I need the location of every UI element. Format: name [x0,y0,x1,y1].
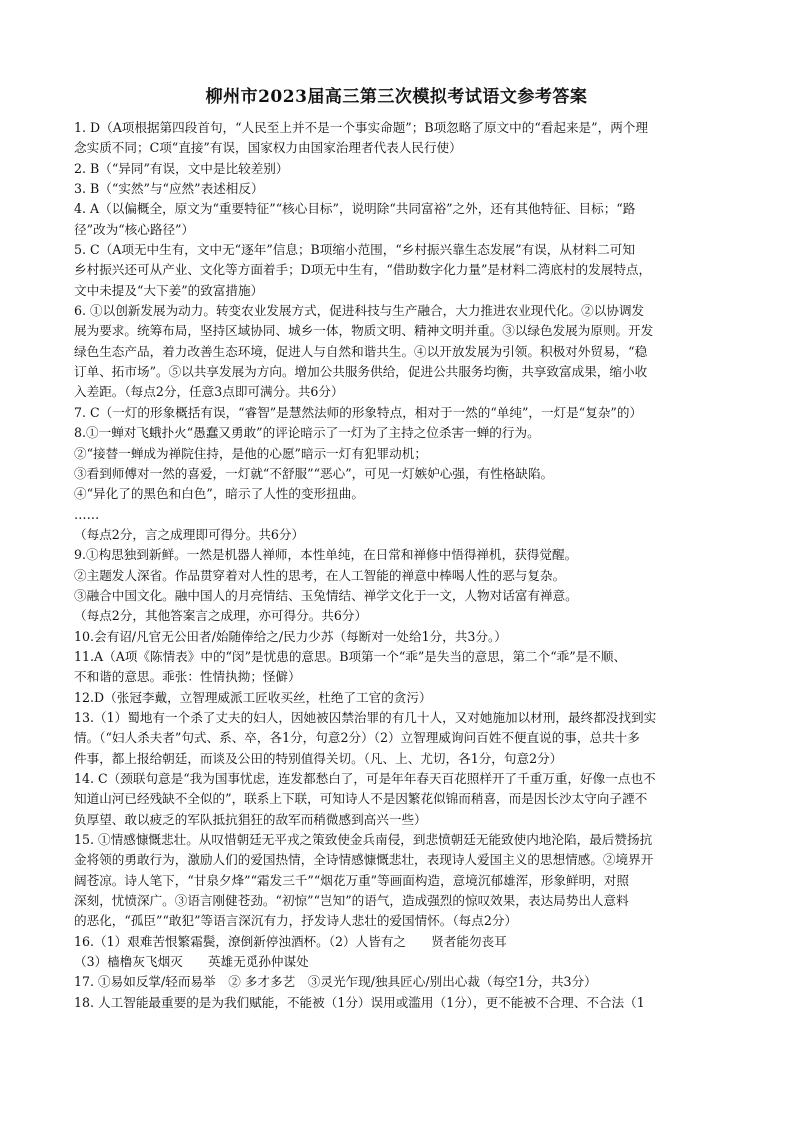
text-line: ②主题发人深省。作品贯穿着对人性的思考，在人工智能的禅意中棒喝人性的恶与复杂。 [74,567,566,583]
text-line: 17. ①易如反掌/轻而易举 ② 多才多艺 ③灵光乍现/独具匠心/别出心裁（每空1分，共3分） [74,974,597,990]
text-line: 15. ①情感慷慨悲壮。从叹惜朝廷无平戎之策致使金兵南侵，到悲愤朝廷无能致使内地沦陷，最后赞扬抗 [74,832,653,848]
text-line: ④“异化了的黑色和白色”，暗示了人性的变形扭曲。 [74,486,364,502]
text-line: 8.①一蝉对飞蛾扑火“愚蠢又勇敢”的评论暗示了一灯为了主持之位杀害一蝉的行为。 [74,425,540,441]
text-line: 金将领的勇敢行为，激励人们的爱国热情，全诗情感慷慨悲壮，表现诗人爱国主义的思想情感。②境界开 [74,852,654,868]
text-line: 16.（1）艰难苦恨繁霜鬓，潦倒新停浊酒杯。（2）人皆有之 贤者能勿丧耳 [74,933,507,949]
text-line: ③看到师傅对一然的喜爱，一灯就“不舒服”“恶心”，可见一灯嫉妒心强，有性格缺陷。 [74,465,554,481]
text-line: 订单、拓市场”。⑤以共享发展为方向。增加公共服务供给，促进公共服务均衡，共享致富成果，缩小收 [74,364,648,380]
text-line: （3）樯橹灰飞烟灭 英雄无觅孙仲谋处 [74,954,309,970]
text-line: 文中未提及“大下姜”的致富措施） [74,282,264,298]
text-line: 阔苍凉。诗人笔下，“甘泉夕烽”“霜发三千”“烟花万重”等画面构造，意境沉郁雄浑，形象鲜明，对照 [74,872,629,888]
text-line: ②“接替一蝉成为禅院住持，是他的心愿”暗示一灯有犯罪动机； [74,445,427,461]
text-line: 12.D（张冠李戴，立智理威派工匠收买丝，杜绝了工官的贪污） [74,689,432,705]
text-line: 负厚望、敢以疲乏的军队抵抗猖狂的敌军而稍微感到高兴一些） [74,811,427,827]
text-line: 的恶化，“孤臣”“敢犯”等语言深沉有力，抒发诗人悲壮的爱国情怀。（每点2分） [74,913,518,929]
text-line: 3. B（“实然”与“应然”表述相反） [74,181,264,197]
text-line: 11.A（A项《陈情表》中的“闵”是忧患的意思。B项第一个“乖”是失当的意思，第二个“乖”是不顺、 [74,648,627,664]
text-line: 深刻，忧愤深广。③语言刚健苍劲。“初惊”“岂知”的语气，造成强烈的惊叹效果，表达局势出人意料 [74,893,629,909]
text-line: 件事，都上报给朝廷，而谈及公田的特别值得关切。（凡、上、尤切，各1分，句意2分） [74,750,563,766]
text-line: 展为要求。统筹布局，坚持区域协同、城乡一体，物质文明、精神文明并重。③以绿色发展为原则。开发 [74,323,654,339]
text-line: 不和谐的意思。乖张：性情执拗；怪僻） [74,669,301,685]
text-line: ③融合中国文化。融中国人的月亮情结、玉兔情结、禅学文化于一文，人物对话富有禅意。 [74,587,578,603]
text-line: 知道山河已经残缺不全似的”，联系上下联，可知诗人不是因繁花似锦而稍喜，而是因长沙太守向子諲不 [74,791,648,807]
text-line: 10.会有诏/凡官无公田者/始随俸给之/民力少苏（每断对一处给1分，共3分。） [74,628,507,644]
text-line: 径”改为“核心路径”） [74,221,195,237]
text-line: 乡村振兴还可从产业、文化等方面着手；D项无中生有，“借助数字化力量”是材料二湾底村的发展特点， [74,262,652,278]
text-line: 6. ①以创新发展为动力。转变农业发展方式，促进科技与生产融合，大力推进农业现代化。②以协调发 [74,303,645,319]
text-line: 绿色生态产品，着力改善生态环境，促进人与自然和谐共生。④以开放发展为引领。积极对外贸易，“稳 [74,343,648,359]
text-line: （每点2分，言之成理即可得分。共6分） [74,526,305,542]
text-line: 7. C（一灯的形象概括有误，“睿智”是慧然法师的形象特点，相对于一然的“单纯”，一灯是“复杂”的） [74,404,643,420]
text-line: 14. C（颈联句意是“我为国事忧虑，连发都愁白了，可是年年春天百花照样开了千重万重，好像一点也不 [74,771,656,786]
text-line: 入差距。（每点2分，任意3点即可满分。共6分） [74,384,344,400]
answer-body [74,118,750,1013]
page-title: 柳州市2023届高三第三次模拟考试语文参考答案 [205,87,588,107]
text-line: 念实质不同；C项“直接”有误，国家权力由国家治理者代表人民行使） [74,140,462,156]
text-line: 情。（“妇人杀夫者”句式、系、卒，各1分，句意2分）（2）立智理威询问百姓不便直说的事，总共十多 [74,730,640,746]
text-line: 5. C（A项无中生有，文中无“逐年”信息；B项缩小范围，“乡村振兴靠生态发展”有误，从材料二可知 [74,242,635,258]
text-line: 1. D（A项根据第四段首句，“人民至上并不是一个事实命题”；B项忽略了原文中的“看起来是”，两个理 [74,120,648,135]
text-line: …… [74,506,100,522]
text-line: 2. B（“异同”有误，文中是比较差别） [74,160,289,176]
text-line: （每点2分，其他答案言之成理，亦可得分。共6分） [74,608,368,624]
text-line: 13.（1）蜀地有一个杀了丈夫的妇人，因她被囚禁治罪的有几十人，又对她施加以材刑，最终都没找到实 [74,709,657,725]
text-line: 9.①构思独到新鲜。一然是机器人禅师，本性单纯，在日常和禅修中悟得禅机，获得觉醒。 [74,547,578,563]
text-line: 4. A（以偏概全，原文为“重要特征”“核心目标”，说明除“共同富裕”之外，还有其他特征、目标；“路 [74,201,636,217]
text-line: 18. 人工智能最重要的是为我们赋能，不能被（1分）误用或滥用（1分），更不能被不合理、不合法（1 [74,994,645,1010]
